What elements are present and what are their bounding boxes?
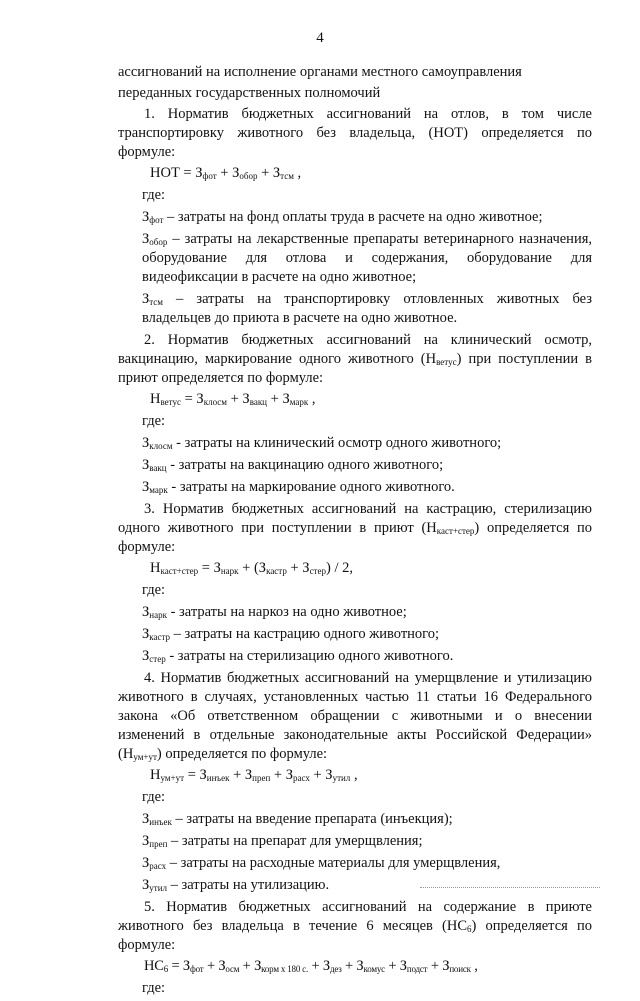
section-3-paragraph: 3. Норматив бюджетных ассигнований на кастрацию, стерилизацию одного животного при поступлении в приют $(Н_{каст+стер})$ определяется по формуле: xyxy=(118,501,592,555)
intro-line-2: переданных государственных полномочий xyxy=(118,85,381,101)
section-4-term-1: $З_{инъек}$ – затраты на введение препарата (инъекция); xyxy=(142,811,453,827)
section-2-term-1: $З_{клосм}$ - затраты на клинический осмотр одного животного; xyxy=(142,435,502,451)
section-5-paragraph: 5. Норматив бюджетных ассигнований на содержание в приюте животного без владельца в течение 6 месяцев $(НС_6)$ определяется по формуле: xyxy=(118,899,592,953)
section-1-term-1: $З_{фот}$ – затраты на фонд оплаты труда в расчете на одно животное; xyxy=(142,209,543,225)
section-2-formula: $Н_{ветус} = З_{клосм} + З_{вакц} + З_{марк}$ , xyxy=(150,391,316,407)
intro-line-1: ассигнований на исполнение органами местного самоуправления xyxy=(118,64,522,80)
section-3-term-2: $З_{кастр}$ – затраты на кастрацию одного животного; xyxy=(142,626,440,642)
section-1-paragraph: 1. Норматив бюджетных ассигнований на отлов, в том числе транспортировку животного без владельца, (НОТ) определяется по формуле: xyxy=(118,106,592,160)
section-2-paragraph: 2. Норматив бюджетных ассигнований на клинический осмотр, вакцинацию, маркирование одного животного $(Н_{ветус})$ при поступлении в приют определяется по формуле: xyxy=(118,332,592,386)
section-4-where: где: xyxy=(142,789,166,805)
section-5-formula: $НС_6 = З_{фот} + З_{осм} + З_{корм х 180 с.} + З_{дез} + З_{комус} + З_{подст} + З_{поиск}$ , xyxy=(144,958,478,974)
document-body xyxy=(118,63,592,1001)
page-number: 4 xyxy=(316,30,324,46)
section-3-term-1: $З_{нарк}$ - затраты на наркоз на одно животное; xyxy=(142,604,407,620)
section-5-where: где: xyxy=(142,980,166,996)
scan-edge-mark xyxy=(420,887,600,888)
section-1-formula: НОТ = $З_{фот} + З_{обор} + З_{тсм}$ , xyxy=(150,165,302,181)
section-3-term-3: $З_{стер}$ - затраты на стерилизацию одного животного. xyxy=(142,648,454,664)
section-4-term-4: $З_{утил}$ – затраты на утилизацию. xyxy=(142,877,330,893)
section-3-formula: $Н_{каст+стер} = З_{нарк} + (З_{кастр} + З_{стер}) / 2$, xyxy=(150,560,353,576)
section-4-paragraph: 4. Норматив бюджетных ассигнований на умерщвление и утилизацию животного в случаях, установленных частью 11 статьи 16 Федерального закона «Об ответственном обращении с животными и о внесении изменений в отдельные законодательные акты Российской Федерации» $(Н_{ум+ут})$ определяется по формуле: xyxy=(118,670,592,762)
section-3-where: где: xyxy=(142,582,166,598)
section-2-term-2: $З_{вакц}$ - затраты на вакцинацию одного животного; xyxy=(142,457,444,473)
section-2-where: где: xyxy=(142,413,166,429)
section-2-term-3: $З_{марк}$ - затраты на маркирование одного животного. xyxy=(142,479,455,495)
section-4-term-3: $З_{расх}$ – затраты на расходные материалы для умерщвления, xyxy=(142,855,501,871)
section-4-term-2: $З_{преп}$ – затраты на препарат для умерщвления; xyxy=(142,833,423,849)
section-4-formula: $Н_{ум+ут} = З_{инъек} + З_{преп} + З_{расх} + З_{утил}$ , xyxy=(150,767,358,783)
section-1-where: где: xyxy=(142,187,166,203)
section-1-term-3: $З_{тсм}$ – затраты на транспортировку отловленных животных без владельцев до приюта в расчете на одно животное. xyxy=(142,291,592,326)
section-1-term-2: $З_{обор}$ – затраты на лекарственные препараты ветеринарного назначения, оборудование для отлова и содержания, оборудование для видеофиксации в расчете на одно животное; xyxy=(142,231,592,285)
